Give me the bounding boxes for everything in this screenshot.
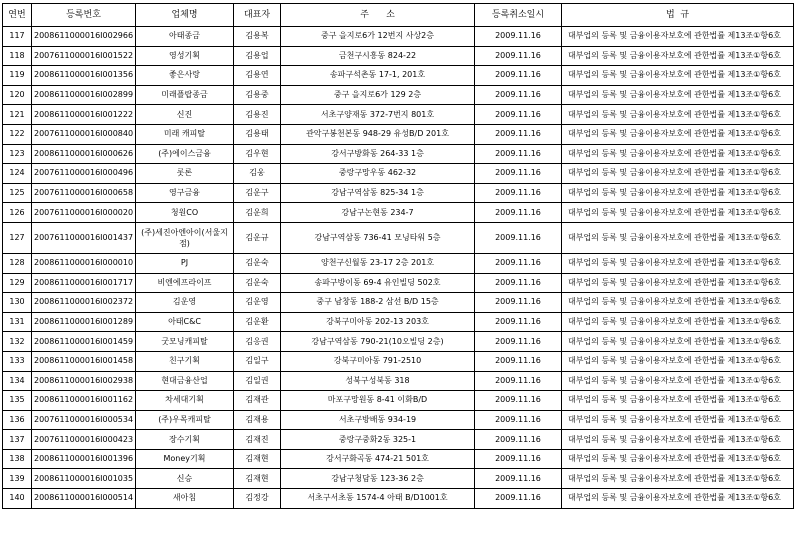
cell-serial-no: 117 xyxy=(3,27,32,47)
cell-representative: 김용중 xyxy=(234,85,281,105)
cell-address: 성북구성북동 318 xyxy=(281,371,475,391)
cell-serial-no: 120 xyxy=(3,85,32,105)
cell-serial-no: 139 xyxy=(3,469,32,489)
cell-company-name: 친구기획 xyxy=(136,351,234,371)
table-row xyxy=(3,124,794,144)
table-row xyxy=(3,27,794,47)
cell-serial-no: 132 xyxy=(3,332,32,352)
cell-registration-no: 2008611000016I001162 xyxy=(32,391,136,411)
cell-cancellation-date: 2009.11.16 xyxy=(475,273,562,293)
table-row xyxy=(3,293,794,313)
cell-representative: 김웅 xyxy=(234,164,281,184)
cell-legal-provision: 대부업의 등록 및 금융이용자보호에 관한법률 제13조①항6호 xyxy=(562,105,794,125)
cell-company-name: 굿모닝캐피탈 xyxy=(136,332,234,352)
cell-address: 서초구서초동 1574-4 아태 B/D1001호 xyxy=(281,489,475,509)
cell-representative: 김재현 xyxy=(234,469,281,489)
header-legal-provision: 법 규 xyxy=(562,4,794,27)
cell-representative: 김재진 xyxy=(234,430,281,450)
cell-representative: 김재관 xyxy=(234,391,281,411)
cell-cancellation-date: 2009.11.16 xyxy=(475,85,562,105)
cell-registration-no: 2007611000016I000423 xyxy=(32,430,136,450)
cell-legal-provision: 대부업의 등록 및 금융이용자보호에 관한법률 제13조①항6호 xyxy=(562,66,794,86)
cell-registration-no: 2008611000016I001458 xyxy=(32,351,136,371)
cell-legal-provision: 대부업의 등록 및 금융이용자보호에 관한법률 제13조①항6호 xyxy=(562,430,794,450)
cell-serial-no: 130 xyxy=(3,293,32,313)
table-row xyxy=(3,391,794,411)
cell-serial-no: 133 xyxy=(3,351,32,371)
cell-representative: 김재용 xyxy=(234,410,281,430)
cell-legal-provision: 대부업의 등록 및 금융이용자보호에 관한법률 제13조①항6호 xyxy=(562,391,794,411)
header-serial-no: 연번 xyxy=(3,4,32,27)
cell-address: 중랑구중화2동 325-1 xyxy=(281,430,475,450)
cell-cancellation-date: 2009.11.16 xyxy=(475,489,562,509)
cell-company-name: 영성기획 xyxy=(136,46,234,66)
table-row xyxy=(3,85,794,105)
cell-address: 서초구양재동 372-7번지 801호 xyxy=(281,105,475,125)
cell-representative: 김운희 xyxy=(234,203,281,223)
cell-legal-provision: 대부업의 등록 및 금융이용자보호에 관한법률 제13조①항6호 xyxy=(562,293,794,313)
cell-legal-provision: 대부업의 등록 및 금융이용자보호에 관한법률 제13조①항6호 xyxy=(562,351,794,371)
cell-legal-provision: 대부업의 등록 및 금융이용자보호에 관한법률 제13조①항6호 xyxy=(562,371,794,391)
cell-company-name: 차세대기획 xyxy=(136,391,234,411)
cell-company-name: 아태종금 xyxy=(136,27,234,47)
cell-company-name: 영구금융 xyxy=(136,183,234,203)
cell-registration-no: 2008611000016I002372 xyxy=(32,293,136,313)
cell-registration-no: 2007611000016I000020 xyxy=(32,203,136,223)
table-row xyxy=(3,164,794,184)
cell-address: 금천구시흥동 824-22 xyxy=(281,46,475,66)
cell-serial-no: 135 xyxy=(3,391,32,411)
table-row xyxy=(3,430,794,450)
cell-registration-no: 2008611000016I001289 xyxy=(32,312,136,332)
cell-representative: 김일권 xyxy=(234,371,281,391)
cell-cancellation-date: 2009.11.16 xyxy=(475,449,562,469)
cell-cancellation-date: 2009.11.16 xyxy=(475,391,562,411)
cell-company-name: 현대금융산업 xyxy=(136,371,234,391)
cell-representative: 김용연 xyxy=(234,66,281,86)
table-row xyxy=(3,332,794,352)
cell-company-name: 신승 xyxy=(136,469,234,489)
table-row xyxy=(3,351,794,371)
cell-legal-provision: 대부업의 등록 및 금융이용자보호에 관한법률 제13조①항6호 xyxy=(562,273,794,293)
cell-cancellation-date: 2009.11.16 xyxy=(475,66,562,86)
cell-cancellation-date: 2009.11.16 xyxy=(475,203,562,223)
cell-registration-no: 2007611000016I000840 xyxy=(32,124,136,144)
cell-registration-no: 2008611000016I002966 xyxy=(32,27,136,47)
cell-company-name: 좋은사랑 xyxy=(136,66,234,86)
cell-registration-no: 2008611000016I000626 xyxy=(32,144,136,164)
cell-legal-provision: 대부업의 등록 및 금융이용자보호에 관한법률 제13조①항6호 xyxy=(562,124,794,144)
cell-legal-provision: 대부업의 등록 및 금융이용자보호에 관한법률 제13조①항6호 xyxy=(562,183,794,203)
cell-representative: 김정강 xyxy=(234,489,281,509)
cell-company-name: 청원CO xyxy=(136,203,234,223)
cell-company-name: (주)세진아엔아이(서울지점) xyxy=(136,222,234,253)
cell-registration-no: 2008611000016I001396 xyxy=(32,449,136,469)
table-row xyxy=(3,66,794,86)
cell-representative: 김운숙 xyxy=(234,253,281,273)
cell-company-name: 김운영 xyxy=(136,293,234,313)
cell-serial-no: 129 xyxy=(3,273,32,293)
cell-serial-no: 122 xyxy=(3,124,32,144)
cell-address: 마포구망원동 8-41 이화B/D xyxy=(281,391,475,411)
table-row xyxy=(3,410,794,430)
cell-address: 중랑구망우동 462-32 xyxy=(281,164,475,184)
header-row xyxy=(3,4,794,27)
cell-address: 강남구역삼동 736-41 모닝타워 5층 xyxy=(281,222,475,253)
cell-address: 중구 을지로6가 129 2층 xyxy=(281,85,475,105)
table-row xyxy=(3,183,794,203)
cell-legal-provision: 대부업의 등록 및 금융이용자보호에 관한법률 제13조①항6호 xyxy=(562,27,794,47)
cell-serial-no: 123 xyxy=(3,144,32,164)
cell-company-name: Money기획 xyxy=(136,449,234,469)
cell-cancellation-date: 2009.11.16 xyxy=(475,351,562,371)
cell-address: 강남구역삼동 790-21(10오빌딩 2층) xyxy=(281,332,475,352)
cell-address: 강남구논현동 234-7 xyxy=(281,203,475,223)
cell-cancellation-date: 2009.11.16 xyxy=(475,410,562,430)
table-row xyxy=(3,46,794,66)
cell-registration-no: 2007611000016I001522 xyxy=(32,46,136,66)
cell-registration-no: 2008611000016I001035 xyxy=(32,469,136,489)
cell-address: 강남구역삼동 825-34 1층 xyxy=(281,183,475,203)
cell-representative: 김용진 xyxy=(234,105,281,125)
cell-cancellation-date: 2009.11.16 xyxy=(475,430,562,450)
cell-representative: 김우현 xyxy=(234,144,281,164)
cell-company-name: (주)에이스금융 xyxy=(136,144,234,164)
table-row xyxy=(3,371,794,391)
header-cancellation-date: 등록취소일시 xyxy=(475,4,562,27)
table-row xyxy=(3,105,794,125)
cell-legal-provision: 대부업의 등록 및 금융이용자보호에 관한법률 제13조①항6호 xyxy=(562,332,794,352)
cell-company-name: (주)우목캐피탈 xyxy=(136,410,234,430)
cell-serial-no: 137 xyxy=(3,430,32,450)
cell-cancellation-date: 2009.11.16 xyxy=(475,371,562,391)
cell-cancellation-date: 2009.11.16 xyxy=(475,253,562,273)
table-row xyxy=(3,144,794,164)
table-row xyxy=(3,253,794,273)
cell-address: 서초구방배동 934-19 xyxy=(281,410,475,430)
cell-company-name: 신진 xyxy=(136,105,234,125)
table-row xyxy=(3,312,794,332)
cell-company-name: 롯론 xyxy=(136,164,234,184)
cell-serial-no: 124 xyxy=(3,164,32,184)
cell-company-name: 미래 캐피탈 xyxy=(136,124,234,144)
cell-representative: 김용태 xyxy=(234,124,281,144)
table-row xyxy=(3,203,794,223)
cell-serial-no: 128 xyxy=(3,253,32,273)
header-registration-no: 등록번호 xyxy=(32,4,136,27)
cell-company-name: 아태C&C xyxy=(136,312,234,332)
cell-representative: 김용업 xyxy=(234,46,281,66)
table-row xyxy=(3,449,794,469)
cell-cancellation-date: 2009.11.16 xyxy=(475,222,562,253)
cell-representative: 김일구 xyxy=(234,351,281,371)
cell-serial-no: 140 xyxy=(3,489,32,509)
cell-address: 중구 을지로6가 12번지 사상2층 xyxy=(281,27,475,47)
cell-registration-no: 2008611000016I001717 xyxy=(32,273,136,293)
cell-registration-no: 2008611000016I000514 xyxy=(32,489,136,509)
header-company-name: 업체명 xyxy=(136,4,234,27)
table-row xyxy=(3,469,794,489)
cell-serial-no: 121 xyxy=(3,105,32,125)
cell-representative: 김운규 xyxy=(234,222,281,253)
cell-cancellation-date: 2009.11.16 xyxy=(475,124,562,144)
cell-address: 양천구신월동 23-17 2층 201호 xyxy=(281,253,475,273)
cell-registration-no: 2008611000016I001459 xyxy=(32,332,136,352)
cell-registration-no: 2008611000016I000010 xyxy=(32,253,136,273)
cell-legal-provision: 대부업의 등록 및 금융이용자보호에 관한법률 제13조①항6호 xyxy=(562,410,794,430)
cell-address: 강북구미아동 202-13 203호 xyxy=(281,312,475,332)
cell-cancellation-date: 2009.11.16 xyxy=(475,332,562,352)
cell-cancellation-date: 2009.11.16 xyxy=(475,183,562,203)
cell-address: 중구 남창동 188-2 삼선 B/D 15층 xyxy=(281,293,475,313)
cell-registration-no: 2007611000016I000534 xyxy=(32,410,136,430)
cell-serial-no: 131 xyxy=(3,312,32,332)
cell-registration-no: 2008611000016I001356 xyxy=(32,66,136,86)
cell-representative: 김응권 xyxy=(234,332,281,352)
cell-serial-no: 136 xyxy=(3,410,32,430)
cell-representative: 김운구 xyxy=(234,183,281,203)
cell-legal-provision: 대부업의 등록 및 금융이용자보호에 관한법률 제13조①항6호 xyxy=(562,203,794,223)
cell-registration-no: 2008611000016I002899 xyxy=(32,85,136,105)
header-address: 주 소 xyxy=(281,4,475,27)
cell-serial-no: 138 xyxy=(3,449,32,469)
cell-company-name: 미래플랍종금 xyxy=(136,85,234,105)
cell-address: 강서구화곡동 474-21 501호 xyxy=(281,449,475,469)
cell-address: 송파구석촌동 17-1, 201호 xyxy=(281,66,475,86)
cell-cancellation-date: 2009.11.16 xyxy=(475,469,562,489)
table-body xyxy=(3,27,794,509)
cell-company-name: 새아침 xyxy=(136,489,234,509)
cell-registration-no: 2007611000016I000496 xyxy=(32,164,136,184)
cell-serial-no: 126 xyxy=(3,203,32,223)
table-row xyxy=(3,489,794,509)
cell-legal-provision: 대부업의 등록 및 금융이용자보호에 관한법률 제13조①항6호 xyxy=(562,46,794,66)
cell-company-name: 장수기획 xyxy=(136,430,234,450)
cell-legal-provision: 대부업의 등록 및 금융이용자보호에 관한법률 제13조①항6호 xyxy=(562,489,794,509)
cell-legal-provision: 대부업의 등록 및 금융이용자보호에 관한법률 제13조①항6호 xyxy=(562,253,794,273)
table-row xyxy=(3,273,794,293)
cell-company-name: 비엔에프라이프 xyxy=(136,273,234,293)
registration-cancellation-table xyxy=(2,3,794,509)
cell-representative: 김운영 xyxy=(234,293,281,313)
cell-cancellation-date: 2009.11.16 xyxy=(475,27,562,47)
cell-address: 강북구미아동 791-2510 xyxy=(281,351,475,371)
cell-address: 관악구봉천본동 948-29 유성B/D 201호 xyxy=(281,124,475,144)
cell-legal-provision: 대부업의 등록 및 금융이용자보호에 관한법률 제13조①항6호 xyxy=(562,469,794,489)
cell-serial-no: 118 xyxy=(3,46,32,66)
cell-address: 강남구청담동 123-36 2층 xyxy=(281,469,475,489)
cell-address: 송파구방이동 69-4 유인빌딩 502호 xyxy=(281,273,475,293)
cell-legal-provision: 대부업의 등록 및 금융이용자보호에 관한법률 제13조①항6호 xyxy=(562,164,794,184)
cell-legal-provision: 대부업의 등록 및 금융이용자보호에 관한법률 제13조①항6호 xyxy=(562,222,794,253)
cell-cancellation-date: 2009.11.16 xyxy=(475,105,562,125)
header-representative: 대표자 xyxy=(234,4,281,27)
cell-registration-no: 2008611000016I001222 xyxy=(32,105,136,125)
cell-registration-no: 2008611000016I002938 xyxy=(32,371,136,391)
cell-cancellation-date: 2009.11.16 xyxy=(475,46,562,66)
cell-representative: 김용복 xyxy=(234,27,281,47)
cell-address: 강서구방화동 264-33 1층 xyxy=(281,144,475,164)
cell-serial-no: 134 xyxy=(3,371,32,391)
cell-representative: 김운환 xyxy=(234,312,281,332)
cell-representative: 김운숙 xyxy=(234,273,281,293)
cell-cancellation-date: 2009.11.16 xyxy=(475,312,562,332)
cell-legal-provision: 대부업의 등록 및 금융이용자보호에 관한법률 제13조①항6호 xyxy=(562,449,794,469)
cell-serial-no: 119 xyxy=(3,66,32,86)
cell-legal-provision: 대부업의 등록 및 금융이용자보호에 관한법률 제13조①항6호 xyxy=(562,85,794,105)
cell-registration-no: 2007611000016I000658 xyxy=(32,183,136,203)
table-row xyxy=(3,222,794,253)
cell-legal-provision: 대부업의 등록 및 금융이용자보호에 관한법률 제13조①항6호 xyxy=(562,144,794,164)
cell-registration-no: 2007611000016I001437 xyxy=(32,222,136,253)
cell-cancellation-date: 2009.11.16 xyxy=(475,293,562,313)
cell-cancellation-date: 2009.11.16 xyxy=(475,164,562,184)
cell-cancellation-date: 2009.11.16 xyxy=(475,144,562,164)
cell-legal-provision: 대부업의 등록 및 금융이용자보호에 관한법률 제13조①항6호 xyxy=(562,312,794,332)
cell-serial-no: 127 xyxy=(3,222,32,253)
cell-representative: 김재현 xyxy=(234,449,281,469)
cell-company-name: PJ xyxy=(136,253,234,273)
cell-serial-no: 125 xyxy=(3,183,32,203)
